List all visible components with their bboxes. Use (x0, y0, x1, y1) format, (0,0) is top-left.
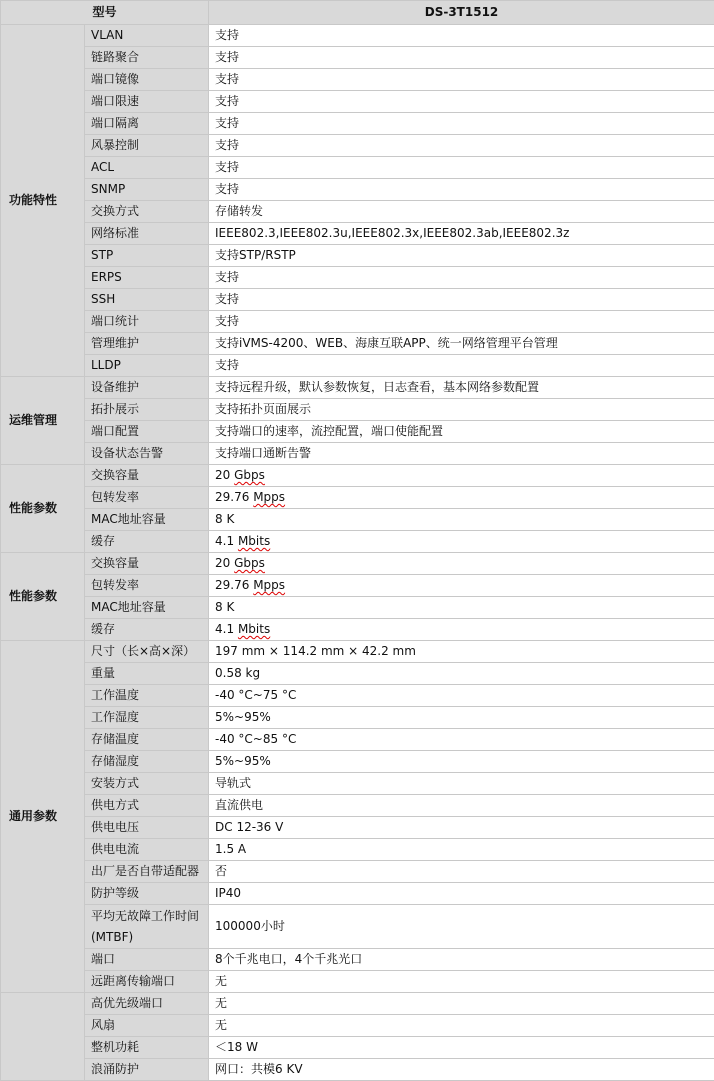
model-value: DS-3T1512 (209, 1, 714, 25)
table-row (1, 311, 714, 333)
table-row (1, 883, 714, 905)
spec-name: 缓存 (85, 619, 209, 641)
spec-name: 端口隔离 (85, 113, 209, 135)
header-row (1, 1, 714, 25)
value-unit: Gbps (234, 556, 265, 570)
value-text: 支持 (215, 292, 239, 306)
value-text: 20 (215, 468, 230, 482)
spec-name: 链路聚合 (85, 47, 209, 69)
table-row (1, 135, 714, 157)
table-row (1, 509, 714, 531)
table-row (1, 575, 714, 597)
value-text: 导轨式 (215, 776, 251, 790)
spec-name: LLDP (85, 355, 209, 377)
table-row (1, 25, 714, 47)
group-title: 功能特性 (1, 25, 85, 377)
spec-name: STP (85, 245, 209, 267)
table-row (1, 223, 714, 245)
table-row (1, 333, 714, 355)
table-row (1, 157, 714, 179)
spec-name: 网络标准 (85, 223, 209, 245)
value-text: 20 (215, 556, 230, 570)
spec-name: 端口配置 (85, 421, 209, 443)
spec-name: 管理维护 (85, 333, 209, 355)
table-row (1, 663, 714, 685)
table-row (1, 465, 714, 487)
spec-value (209, 509, 714, 531)
spec-value (209, 597, 714, 619)
spec-name: 端口限速 (85, 91, 209, 113)
spec-value (209, 971, 714, 993)
table-row (1, 1015, 714, 1037)
value-text: 197 mm × 114.2 mm × 42.2 mm (215, 644, 416, 658)
spec-name: 存储湿度 (85, 751, 209, 773)
spec-name: 设备状态告警 (85, 443, 209, 465)
table-row (1, 641, 714, 663)
table-row (1, 619, 714, 641)
spec-value (209, 817, 714, 839)
spec-name: 包转发率 (85, 487, 209, 509)
spec-value (209, 905, 714, 949)
table-row (1, 267, 714, 289)
spec-name: 重量 (85, 663, 209, 685)
table-row (1, 377, 714, 399)
spec-value (209, 377, 714, 399)
spec-name: 安装方式 (85, 773, 209, 795)
spec-name: 存储温度 (85, 729, 209, 751)
spec-value (209, 1015, 714, 1037)
spec-value (209, 399, 714, 421)
value-text: 支持 (215, 182, 239, 196)
spec-value (209, 707, 714, 729)
spec-value (209, 839, 714, 861)
spec-name: 平均无故障工作时间(MTBF) (85, 905, 209, 949)
spec-value (209, 773, 714, 795)
table-row (1, 993, 714, 1015)
value-text: 4.1 (215, 534, 234, 548)
spec-name: 工作温度 (85, 685, 209, 707)
spec-value (209, 223, 714, 245)
value-unit: Mpps (253, 578, 285, 592)
spec-name: 交换方式 (85, 201, 209, 223)
spec-value (209, 245, 714, 267)
spec-name: MAC地址容量 (85, 597, 209, 619)
group-title: 性能参数 (1, 553, 85, 641)
value-text: 8 K (215, 512, 234, 526)
spec-name: 拓扑展示 (85, 399, 209, 421)
spec-name: 高优先级端口 (85, 993, 209, 1015)
value-text: 0.58 kg (215, 666, 260, 680)
value-text: 无 (215, 974, 227, 988)
spec-value (209, 641, 714, 663)
spec-value (209, 201, 714, 223)
value-text: 支持 (215, 160, 239, 174)
spec-value (209, 157, 714, 179)
spec-value (209, 883, 714, 905)
spec-name: 缓存 (85, 531, 209, 553)
group-title: 性能参数 (1, 465, 85, 553)
spec-value (209, 91, 714, 113)
spec-name: 交换容量 (85, 553, 209, 575)
spec-name: ACL (85, 157, 209, 179)
value-text: 支持 (215, 270, 239, 284)
table-row (1, 201, 714, 223)
value-text: 直流供电 (215, 798, 263, 812)
table-row (1, 487, 714, 509)
spec-value (209, 465, 714, 487)
group-title (1, 993, 85, 1081)
value-text: 29.76 (215, 578, 249, 592)
spec-name: 远距离传输端口 (85, 971, 209, 993)
table-row (1, 553, 714, 575)
table-row (1, 69, 714, 91)
value-text: 5%~95% (215, 754, 271, 768)
value-text: ＜18 W (215, 1040, 258, 1054)
spec-name: 端口 (85, 949, 209, 971)
spec-value (209, 421, 714, 443)
spec-value (209, 1037, 714, 1059)
value-text: 支持端口通断告警 (215, 446, 311, 460)
spec-name: 出厂是否自带适配器 (85, 861, 209, 883)
value-text: 支持STP/RSTP (215, 248, 296, 262)
spec-name: ERPS (85, 267, 209, 289)
group-title: 通用参数 (1, 641, 85, 993)
spec-name: 工作湿度 (85, 707, 209, 729)
table-row (1, 443, 714, 465)
group-title: 运维管理 (1, 377, 85, 465)
spec-name: SNMP (85, 179, 209, 201)
value-text: 支持拓扑页面展示 (215, 402, 311, 416)
value-text: 网口：共模6 KV (215, 1062, 303, 1076)
table-row (1, 179, 714, 201)
spec-value (209, 729, 714, 751)
spec-value (209, 25, 714, 47)
spec-value (209, 553, 714, 575)
spec-name: 端口统计 (85, 311, 209, 333)
spec-name: 交换容量 (85, 465, 209, 487)
value-text: 支持 (215, 138, 239, 152)
value-text: 8个千兆电口，4个千兆光口 (215, 952, 362, 966)
table-row (1, 355, 714, 377)
spec-name: 包转发率 (85, 575, 209, 597)
table-row (1, 707, 714, 729)
value-text: 否 (215, 864, 227, 878)
value-text: -40 °C~75 °C (215, 688, 296, 702)
value-text: 100000小时 (215, 919, 285, 933)
spec-value (209, 949, 714, 971)
value-text: 支持 (215, 314, 239, 328)
spec-value (209, 179, 714, 201)
value-unit: Mbits (238, 622, 270, 636)
spec-value (209, 861, 714, 883)
value-text: DC 12-36 V (215, 820, 283, 834)
value-text: 4.1 (215, 622, 234, 636)
value-text: 支持 (215, 116, 239, 130)
spec-name: 风扇 (85, 1015, 209, 1037)
spec-value (209, 487, 714, 509)
table-row (1, 685, 714, 707)
table-row (1, 399, 714, 421)
value-text: 存储转发 (215, 204, 263, 218)
spec-name: 浪涌防护 (85, 1059, 209, 1081)
table-row (1, 773, 714, 795)
value-text: IP40 (215, 886, 241, 900)
table-row (1, 597, 714, 619)
value-text: 支持 (215, 72, 239, 86)
value-text: -40 °C~85 °C (215, 732, 296, 746)
spec-value (209, 311, 714, 333)
value-text: 无 (215, 1018, 227, 1032)
value-text: 支持 (215, 50, 239, 64)
value-text: 支持 (215, 358, 239, 372)
table-row (1, 971, 714, 993)
value-text: IEEE802.3,IEEE802.3u,IEEE802.3x,IEEE802.3ab,IEEE802.3z (215, 226, 569, 240)
spec-value (209, 267, 714, 289)
table-row (1, 91, 714, 113)
spec-name: MAC地址容量 (85, 509, 209, 531)
table-row (1, 421, 714, 443)
table-row (1, 289, 714, 311)
table-row (1, 245, 714, 267)
spec-value (209, 663, 714, 685)
value-text: 8 K (215, 600, 234, 614)
table-row (1, 531, 714, 553)
table-row (1, 949, 714, 971)
spec-value (209, 113, 714, 135)
spec-value (209, 333, 714, 355)
spec-value (209, 993, 714, 1015)
model-label: 型号 (1, 1, 209, 25)
spec-value (209, 443, 714, 465)
spec-value (209, 619, 714, 641)
value-text: 支持远程升级，默认参数恢复，日志查看，基本网络参数配置 (215, 380, 539, 394)
table-row (1, 113, 714, 135)
table-row (1, 861, 714, 883)
spec-name: 端口镜像 (85, 69, 209, 91)
value-text: 支持 (215, 94, 239, 108)
value-text: 支持 (215, 28, 239, 42)
value-unit: Gbps (234, 468, 265, 482)
spec-name: SSH (85, 289, 209, 311)
table-row (1, 817, 714, 839)
table-row (1, 1037, 714, 1059)
spec-value (209, 355, 714, 377)
value-unit: Mbits (238, 534, 270, 548)
spec-value (209, 289, 714, 311)
spec-name: 防护等级 (85, 883, 209, 905)
table-row (1, 729, 714, 751)
spec-value (209, 795, 714, 817)
spec-name: 风暴控制 (85, 135, 209, 157)
spec-name: 供电电压 (85, 817, 209, 839)
table-row (1, 47, 714, 69)
table-row (1, 1059, 714, 1081)
value-text: 支持端口的速率，流控配置，端口使能配置 (215, 424, 443, 438)
spec-value (209, 47, 714, 69)
spec-value (209, 575, 714, 597)
spec-value (209, 531, 714, 553)
spec-value (209, 685, 714, 707)
spec-value (209, 135, 714, 157)
value-text: 支持iVMS-4200、WEB、海康互联APP、统一网络管理平台管理 (215, 336, 558, 350)
spec-value (209, 751, 714, 773)
value-text: 29.76 (215, 490, 249, 504)
table-row (1, 839, 714, 861)
value-unit: Mpps (253, 490, 285, 504)
table-row (1, 751, 714, 773)
table-row (1, 795, 714, 817)
spec-value (209, 69, 714, 91)
spec-name: 整机功耗 (85, 1037, 209, 1059)
spec-name: 设备维护 (85, 377, 209, 399)
table-row (1, 905, 714, 949)
spec-name: VLAN (85, 25, 209, 47)
spec-name: 供电方式 (85, 795, 209, 817)
spec-name: 供电电流 (85, 839, 209, 861)
spec-value (209, 1059, 714, 1081)
value-text: 5%~95% (215, 710, 271, 724)
value-text: 1.5 A (215, 842, 246, 856)
spec-name: 尺寸（长×高×深） (85, 641, 209, 663)
value-text: 无 (215, 996, 227, 1010)
